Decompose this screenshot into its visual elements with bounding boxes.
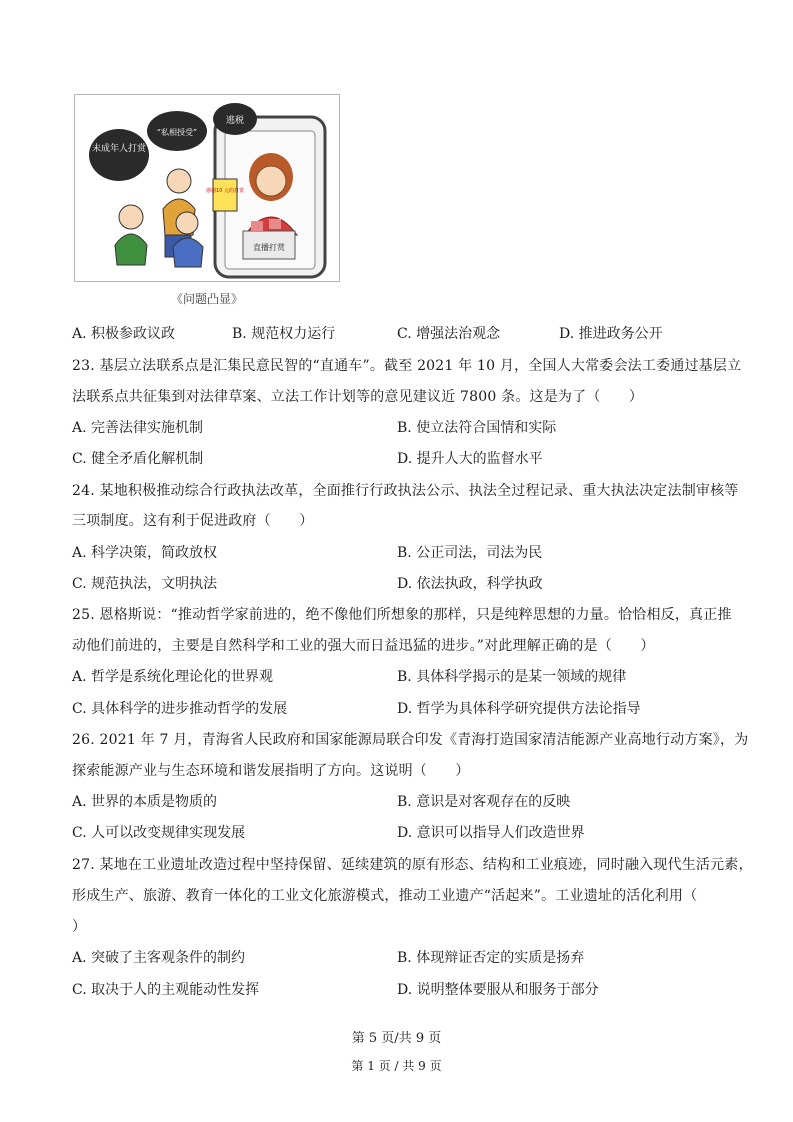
q27-option-b[interactable]: B. 体现辩证否定的实质是扬弃 [397, 950, 585, 966]
boy-body [173, 238, 203, 267]
q26-option-b[interactable]: B. 意识是对客观存在的反映 [397, 794, 571, 810]
bubble-minor-tipping [89, 129, 149, 181]
bubble-text-2: “私相授受” [156, 128, 198, 137]
q27-stem-line-3: ） [72, 919, 87, 935]
q27-option-d[interactable]: D. 说明整体要服从和服务于部分 [397, 982, 599, 998]
cartoon-illustration [75, 95, 339, 281]
q25-stem-line-2: 动他们前进的，主要是自然科学和工业的强大而日益迅猛的进步。”对此理解正确的是（ ） [72, 638, 655, 654]
q24-option-c[interactable]: C. 规范执法，文明执法 [72, 576, 218, 592]
q27-option-c[interactable]: C. 取决于人的主观能动性发挥 [72, 982, 260, 998]
figure-caption: 《问题凸显》 [170, 292, 243, 306]
q24-option-d[interactable]: D. 依法执政，科学执政 [397, 576, 543, 592]
money-bill [251, 221, 263, 231]
child-head [119, 205, 143, 229]
q22-option-c[interactable]: C. 增强法治观念 [397, 326, 501, 342]
q25-stem-line-1: 25. 恩格斯说：“推动哲学家前进的，绝不像他们所想象的那样，只是纯粹思想的力量。恰恰相反，真正推 [72, 607, 732, 623]
q24-option-b[interactable]: B. 公正司法，司法为民 [397, 545, 543, 561]
q22-option-b[interactable]: B. 规范权力运行 [232, 326, 336, 342]
q23-stem-line-1: 23. 基层立法联系点是汇集民意民智的“直通车”。截至 2021 年 10 月，全国人大常委会法工委通过基层立 [72, 358, 742, 374]
q26-stem-line-2: 探索能源产业与生态环境和谐发展指明了方向。这说明（ ） [72, 763, 470, 779]
inner-page-number: 第 5 页/共 9 页 [351, 1031, 442, 1046]
q23-option-a[interactable]: A. 完善法律实施机制 [72, 420, 204, 436]
q26-stem-line-1: 26. 2021 年 7 月，青海省人民政府和国家能源局联合印发《青海打造国家清洁能源产业高地行动方案》，为 [72, 732, 749, 748]
bubble-text-1: 未成年人打赏 [91, 144, 147, 154]
q25-option-c[interactable]: C. 具体科学的进步推动哲学的发展 [72, 701, 288, 717]
cartoon-figure [74, 94, 340, 312]
q24-stem-line-1: 24. 某地积极推动综合行政执法改革，全面推行行政执法公示、执法全过程记录、重大执法决定法制审核等 [72, 483, 739, 499]
q24-stem-line-2: 三项制度。这有利于促进政府（ ） [72, 513, 314, 529]
q23-option-c[interactable]: C. 健全矛盾化解机制 [72, 451, 204, 467]
q23-option-d[interactable]: D. 提升人大的监督水平 [397, 451, 543, 467]
box-label: 直播打赏 [253, 243, 285, 252]
q23-option-b[interactable]: B. 使立法符合国情和实际 [397, 420, 557, 436]
q26-option-a[interactable]: A. 世界的本质是物质的 [72, 794, 218, 810]
q26-option-c[interactable]: C. 人可以改变规律实现发展 [72, 825, 246, 841]
cartoon-frame [74, 94, 340, 282]
q25-option-b[interactable]: B. 具体科学揭示的是某一领域的规律 [397, 669, 627, 685]
q22-option-d[interactable]: D. 推进政务公开 [559, 326, 663, 342]
q24-option-a[interactable]: A. 科学决策，简政放权 [72, 545, 218, 561]
q27-stem-line-2: 形成生产、旅游、教育一体化的工业文化旅游模式，推动工业遗产“活起来”。工业遗址的活化利用（ [72, 888, 698, 904]
q23-stem-line-2: 法联系点共征集到对法律草案、立法工作计划等的意见建议近 7800 条。这是为了（ ） [72, 389, 644, 405]
q25-option-d[interactable]: D. 哲学为具体科学研究提供方法论指导 [397, 701, 641, 717]
q27-option-a[interactable]: A. 突破了主客观条件的制约 [72, 950, 246, 966]
money-bill [269, 219, 281, 229]
streamer-face [256, 166, 286, 196]
bubble-text-3: 逃税 [225, 116, 245, 126]
outer-page-number: 第 1 页 / 共 9 页 [351, 1059, 442, 1073]
thanks-sign [213, 179, 237, 211]
q22-option-a[interactable]: A. 积极参政议政 [72, 326, 176, 342]
q26-option-d[interactable]: D. 意识可以指导人们改造世界 [397, 825, 585, 841]
q25-option-a[interactable]: A. 哲学是系统化理论化的世界观 [72, 669, 274, 685]
man-head [167, 169, 191, 193]
child-body [115, 234, 147, 265]
boy-head [176, 212, 198, 234]
sign-text: 感谢10 元的打赏 [206, 188, 244, 194]
q27-stem-line-1: 27. 某地在工业遗址改造过程中坚持保留、延续建筑的原有形态、结构和工业痕迹，同时融入现代生活元素， [72, 857, 753, 873]
